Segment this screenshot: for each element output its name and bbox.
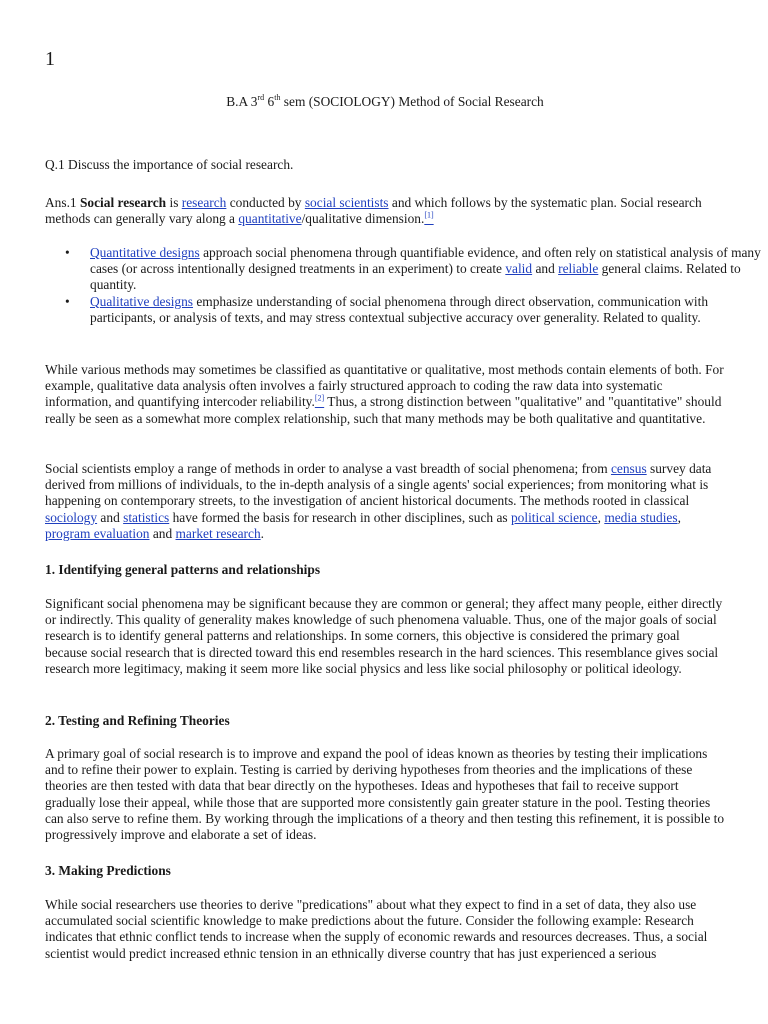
link-quantitative-designs[interactable]: Quantitative designs [90,245,200,260]
section-heading: 2. Testing and Refining Theories [45,713,230,728]
bullet-icon: • [65,293,70,309]
page-number: 1 [45,48,55,70]
link-qualitative-designs[interactable]: Qualitative designs [90,293,194,309]
link-research[interactable]: research [181,195,227,210]
ref-link-1[interactable]: [1] [424,210,434,220]
link-media-studies[interactable]: media studies [604,509,678,525]
section-heading: 3. Making Predictions [45,863,171,878]
design-list [45,245,768,326]
link-market-research[interactable]: market research [175,525,261,541]
paragraph-methods-mixed: While various methods may sometimes be classified as quantitative or qualitative, most methods contain elements of both. For example, qualitative data analysis often involves a fairly structured approach to coding the raw data into systematic information, and quantifying intercoder reliability.[2] Thus, a strong distinction between "qualitative" and "quantitative" should really be seen as a somewhat more complex relationship, such that many methods may be both qualitative and quantitative. [45,362,724,426]
link-quantitative[interactable]: quantitative [238,211,302,227]
link-statistics[interactable]: statistics [123,509,170,525]
answer-bold-term: Social research [79,195,167,210]
link-valid[interactable]: valid [505,261,533,277]
list-item: • Qualitative designs emphasize understanding of social phenomena through direct observation, communication with participants, or analysis of texts, and may stress contextual subjective accuracy over generality. Related to quality. [65,293,709,325]
document-title: B.A 3rd 6th sem (SOCIOLOGY) Method of Social Research [226,92,544,109]
link-social-scientists[interactable]: social scientists [304,195,389,210]
paragraph-methods-range: Social scientists employ a range of methods in order to analyse a vast breadth of social phenomena; from census survey data derived from millions of individuals, to the in-depth analysis of a single agents' social experiences; from monitoring what is happening on contemporary streets, to the investigation of ancient historical documents. The methods rooted in classical sociology and statistics have formed the basis for research in other disciplines, such as political science, media studies, program evaluation and market research. [45,461,712,541]
ref-link-2[interactable]: [2] [314,393,325,403]
link-reliable[interactable]: reliable [558,261,599,277]
section-body: A primary goal of social research is to improve and expand the pool of ideas known as theories by testing their implications and to refine their power to explain. Testing is carried by deriving hypotheses from theories and the implications of these theories are then tested with data that bear directly on the hypotheses. Ideas and hypotheses that fail to receive support gradually lose their appeal, while those that are supported more consistently gain greater stature in the pool. Testing theories can also serve to refine them. By working through the implications of a theory and then testing this refinement, it is possible to progressively improve and elaborate a set of ideas. [45,746,725,843]
link-political-science[interactable]: political science [510,509,598,525]
list-item: • Quantitative designs approach social phenomena through quantifiable evidence, and often rely on statistical analysis of many cases (or across intentionally designed treatments in an experiment) to create valid and reliable general claims. Related to quantity. [65,245,761,293]
section-body: Significant social phenomena may be significant because they are common or general; they affect many people, either directly or indirectly. This quality of generality makes knowledge of such phenomena valuable. Thus, one of the major goals of social research is to identify general patterns and relationships. In some corners, this objective is considered the primary goal because social research that is directed toward this end resembles research in the hard sciences. This resemblance gives social research more legitimacy, making it seem more like social physics and less like social philosophy or political ideology. [45,596,723,676]
section-heading: 1. Identifying general patterns and relationships [45,562,321,577]
link-sociology[interactable]: sociology [45,509,98,525]
answer-paragraph: Ans.1 Social research is research conducted by social scientists and which follows by the systematic plan. Social research methods can generally vary along a quantitative/qualitative dimension.[1] [45,195,702,227]
bullet-icon: • [65,245,70,260]
section-body: While social researchers use theories to derive "predications" about what they expect to find in a set of data, they also use accumulated social scientific knowledge to make predictions about the future. Consider the following example: Research indicates that ethnic conflict tends to increase when the supply of economic rewards and resources decreases. Thus, a social scientist would predict increased ethnic tension in an ethnically diverse country that has just experienced a serious [45,897,708,961]
link-program-evaluation[interactable]: program evaluation [45,525,150,541]
link-census[interactable]: census [610,461,647,476]
question-text: Q.1 Discuss the importance of social research. [45,157,294,172]
